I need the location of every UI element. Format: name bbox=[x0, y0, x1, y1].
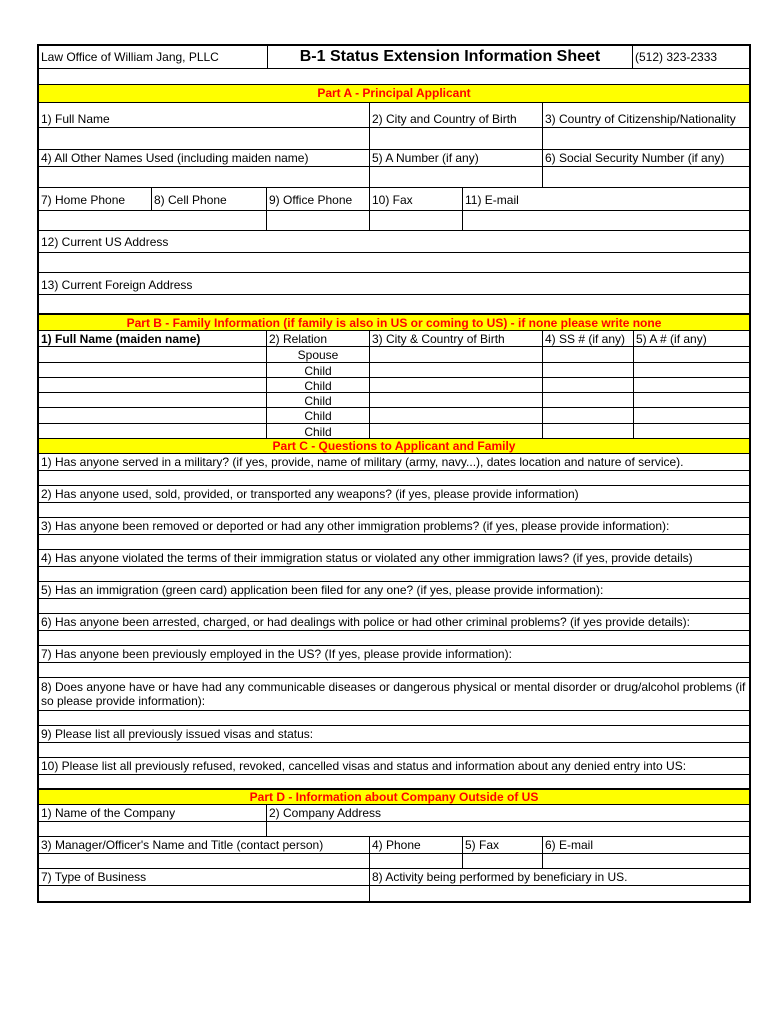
cell-phone-label: 8) Cell Phone bbox=[152, 188, 267, 210]
us-address-input-row bbox=[39, 253, 749, 273]
question-label: 7) Has anyone been previously employed in the US? (If yes, please provide information): bbox=[41, 647, 512, 661]
part-b-heading-row bbox=[39, 315, 749, 331]
part-b-heading: Part B - Family Information (if family is also in US or coming to US) - if none please write none bbox=[39, 315, 749, 330]
email-label: 11) E-mail bbox=[465, 193, 519, 207]
family-relation: Child bbox=[267, 378, 370, 392]
family-name-field[interactable] bbox=[39, 424, 267, 438]
col-full-name: 1) Full Name (maiden name) bbox=[39, 331, 267, 346]
manager-label: 3) Manager/Officer's Name and Title (contact person) bbox=[39, 837, 370, 853]
question-row bbox=[39, 518, 749, 535]
citizenship-field[interactable] bbox=[543, 128, 749, 149]
manager-field[interactable] bbox=[39, 854, 370, 868]
question-row bbox=[39, 550, 749, 567]
birth-place-label: 2) City and Country of Birth bbox=[370, 103, 543, 127]
family-name-field[interactable] bbox=[39, 408, 267, 423]
family-ss-field[interactable] bbox=[543, 424, 634, 438]
part-a-row-1-input bbox=[39, 128, 749, 150]
question-row bbox=[39, 758, 749, 775]
col-relation: 2) Relation bbox=[267, 331, 370, 346]
ssn-field[interactable] bbox=[543, 167, 749, 187]
part-d-row-1 bbox=[39, 805, 749, 822]
family-birth-field[interactable] bbox=[370, 363, 543, 377]
company-address-label: 2) Company Address bbox=[269, 806, 382, 820]
part-a-row-3 bbox=[39, 188, 749, 211]
company-email-field[interactable] bbox=[543, 854, 749, 868]
question-label: 3) Has anyone been removed or deported or had any other immigration problems? (if yes, please provide information): bbox=[41, 519, 670, 533]
family-row bbox=[39, 393, 749, 408]
answer-field[interactable] bbox=[39, 503, 749, 517]
question-row bbox=[39, 646, 749, 663]
family-relation: Spouse bbox=[267, 347, 370, 362]
header-row bbox=[39, 46, 749, 69]
answer-row bbox=[39, 535, 749, 550]
home-phone-label: 7) Home Phone bbox=[39, 188, 152, 210]
business-type-field[interactable] bbox=[39, 886, 370, 901]
office-phone-field[interactable] bbox=[267, 211, 370, 230]
question-label: 9) Please list all previously issued visas and status: bbox=[41, 727, 314, 741]
family-relation: Child bbox=[267, 408, 370, 423]
other-names-label: 4) All Other Names Used (including maiden name) bbox=[39, 150, 370, 166]
answer-field[interactable] bbox=[39, 631, 749, 645]
part-a-row-2-input bbox=[39, 167, 749, 188]
family-birth-field[interactable] bbox=[370, 424, 543, 438]
foreign-address-field[interactable] bbox=[39, 295, 749, 313]
col-a-number: 5) A # (if any) bbox=[636, 332, 707, 346]
family-a-field[interactable] bbox=[634, 363, 749, 377]
part-c-heading-row bbox=[39, 439, 749, 454]
company-email-label: 6) E-mail bbox=[545, 838, 594, 852]
answer-field[interactable] bbox=[39, 663, 749, 677]
family-name-field[interactable] bbox=[39, 393, 267, 407]
family-a-field[interactable] bbox=[634, 424, 749, 438]
answer-field[interactable] bbox=[39, 535, 749, 549]
part-a-row-3-input bbox=[39, 211, 749, 231]
company-phone-field[interactable] bbox=[370, 854, 463, 868]
question-row bbox=[39, 678, 749, 711]
full-name-field[interactable] bbox=[39, 128, 370, 149]
part-d-row-2-input bbox=[39, 854, 749, 869]
sheet-title: B-1 Status Extension Information Sheet bbox=[268, 46, 633, 68]
email-field[interactable] bbox=[463, 211, 749, 230]
family-name-field[interactable] bbox=[39, 378, 267, 392]
office-phone: (512) 323-2333 bbox=[635, 50, 718, 64]
part-d-heading-row bbox=[39, 790, 749, 805]
question-label: 6) Has anyone been arrested, charged, or had dealings with police or had other criminal problems? (if yes provide details): bbox=[41, 615, 691, 629]
family-ss-field[interactable] bbox=[543, 363, 634, 377]
answer-row bbox=[39, 567, 749, 582]
answer-row bbox=[39, 663, 749, 678]
family-birth-field[interactable] bbox=[370, 408, 543, 423]
question-label: 8) Does anyone have or have had any communicable diseases or dangerous physical or mental disorder or drug/alcohol problems (if so please provide information): bbox=[41, 680, 746, 708]
family-birth-field[interactable] bbox=[370, 393, 543, 407]
answer-field[interactable] bbox=[39, 471, 749, 485]
office-name: Law Office of William Jang, PLLC bbox=[39, 46, 268, 68]
company-fax-label: 5) Fax bbox=[463, 837, 543, 853]
part-a-row-1 bbox=[39, 103, 749, 128]
answer-row bbox=[39, 599, 749, 614]
family-name-field[interactable] bbox=[39, 363, 267, 377]
question-label: 1) Has anyone served in a military? (if yes, provide, name of military (army, navy...), dates location and nature of service). bbox=[41, 455, 684, 469]
family-birth-field[interactable] bbox=[370, 378, 543, 392]
family-row bbox=[39, 378, 749, 393]
ssn-label: 6) Social Security Number (if any) bbox=[545, 151, 725, 165]
part-d-row-3 bbox=[39, 869, 749, 886]
question-row bbox=[39, 486, 749, 503]
question-row bbox=[39, 614, 749, 631]
part-b-column-headers bbox=[39, 331, 749, 347]
answer-field[interactable] bbox=[39, 599, 749, 613]
question-label: 2) Has anyone used, sold, provided, or transported any weapons? (if yes, please provide information) bbox=[41, 487, 579, 501]
answer-row bbox=[39, 743, 749, 758]
question-row bbox=[39, 726, 749, 743]
part-d-row-1-input bbox=[39, 822, 749, 837]
family-ss-field[interactable] bbox=[543, 408, 634, 423]
answer-row bbox=[39, 711, 749, 726]
part-c-heading: Part C - Questions to Applicant and Family bbox=[39, 439, 749, 453]
part-d-row-2 bbox=[39, 837, 749, 854]
answer-field[interactable] bbox=[39, 567, 749, 581]
company-fax-field[interactable] bbox=[463, 854, 543, 868]
part-a-heading-row bbox=[39, 85, 749, 103]
family-birth-field[interactable] bbox=[370, 347, 543, 362]
us-address-label: 12) Current US Address bbox=[41, 235, 169, 249]
birth-place-field[interactable] bbox=[370, 128, 543, 149]
answer-field[interactable] bbox=[39, 775, 749, 788]
answer-row bbox=[39, 471, 749, 486]
b1-info-sheet bbox=[37, 44, 751, 903]
family-ss-field[interactable] bbox=[543, 347, 634, 362]
full-name-label: 1) Full Name bbox=[39, 103, 370, 127]
us-address-field[interactable] bbox=[39, 253, 749, 272]
foreign-address-input-row bbox=[39, 295, 749, 315]
spacer-row bbox=[39, 69, 749, 85]
family-row bbox=[39, 408, 749, 424]
family-row bbox=[39, 363, 749, 378]
col-birth: 3) City & Country of Birth bbox=[370, 331, 543, 346]
activity-label: 8) Activity being performed by beneficiary in US. bbox=[372, 870, 628, 884]
part-d-row-3-input bbox=[39, 886, 749, 901]
family-row bbox=[39, 424, 749, 439]
question-row bbox=[39, 582, 749, 599]
answer-row bbox=[39, 631, 749, 646]
family-name-field[interactable] bbox=[39, 347, 267, 362]
family-a-field[interactable] bbox=[634, 408, 749, 423]
family-a-field[interactable] bbox=[634, 393, 749, 407]
family-relation: Child bbox=[267, 424, 370, 438]
family-relation: Child bbox=[267, 393, 370, 407]
family-ss-field[interactable] bbox=[543, 393, 634, 407]
company-address-field[interactable] bbox=[267, 822, 749, 836]
part-a-row-2 bbox=[39, 150, 749, 167]
foreign-address-row bbox=[39, 273, 749, 295]
question-row bbox=[39, 454, 749, 471]
a-number-label: 5) A Number (if any) bbox=[370, 150, 543, 166]
business-type-label: 7) Type of Business bbox=[39, 869, 370, 885]
foreign-address-label: 13) Current Foreign Address bbox=[41, 278, 193, 292]
part-d-heading: Part D - Information about Company Outside of US bbox=[39, 790, 749, 804]
office-phone-label: 9) Office Phone bbox=[267, 188, 370, 210]
family-row bbox=[39, 347, 749, 363]
fax-label: 10) Fax bbox=[370, 188, 463, 210]
company-name-field[interactable] bbox=[39, 822, 267, 836]
answer-field[interactable] bbox=[39, 743, 749, 757]
answer-row bbox=[39, 775, 749, 790]
citizenship-label: 3) Country of Citizenship/Nationality bbox=[545, 112, 736, 126]
family-a-field[interactable] bbox=[634, 347, 749, 362]
question-label: 4) Has anyone violated the terms of their immigration status or violated any other immigration laws? (if yes, provide details) bbox=[41, 551, 693, 565]
col-ss: 4) SS # (if any) bbox=[543, 331, 634, 346]
activity-field[interactable] bbox=[370, 886, 749, 901]
question-label: 10) Please list all previously refused, revoked, cancelled visas and status and information about any denied entry into US: bbox=[41, 759, 687, 773]
other-names-field[interactable] bbox=[39, 167, 370, 187]
family-ss-field[interactable] bbox=[543, 378, 634, 392]
family-relation: Child bbox=[267, 363, 370, 377]
family-a-field[interactable] bbox=[634, 378, 749, 392]
company-name-label: 1) Name of the Company bbox=[39, 805, 267, 821]
spacer-cell bbox=[39, 69, 749, 84]
us-address-row bbox=[39, 231, 749, 253]
part-a-heading: Part A - Principal Applicant bbox=[39, 85, 749, 102]
fax-field[interactable] bbox=[370, 211, 463, 230]
a-number-field[interactable] bbox=[370, 167, 543, 187]
answer-field[interactable] bbox=[39, 711, 749, 725]
question-label: 5) Has an immigration (green card) application been filed for any one? (if yes, please provide information): bbox=[41, 583, 604, 597]
company-phone-label: 4) Phone bbox=[370, 837, 463, 853]
answer-row bbox=[39, 503, 749, 518]
home-cell-phone-field[interactable] bbox=[39, 211, 267, 230]
